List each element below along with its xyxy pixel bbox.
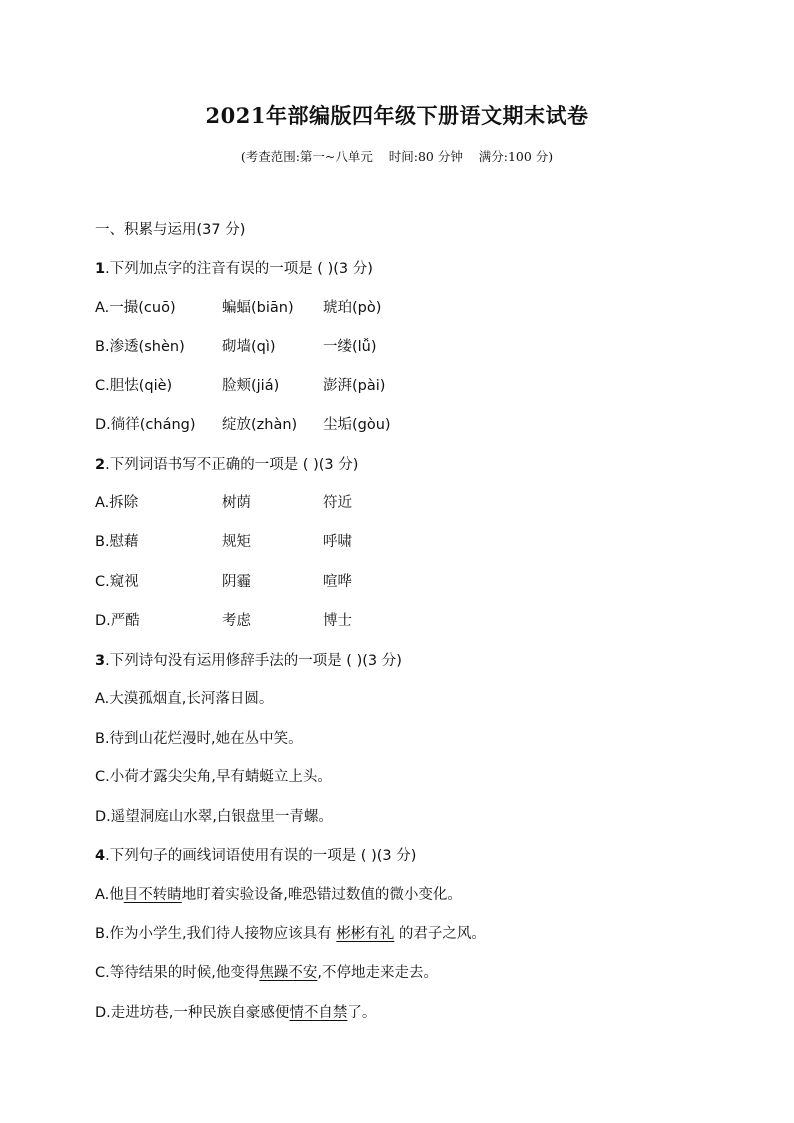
question-1-stem [95, 259, 373, 279]
option-word: 博士 [323, 613, 352, 629]
question-number: 3 [95, 653, 106, 669]
option-word: 规矩 [222, 534, 251, 550]
q3-option-b: B.待到山花烂漫时,她在丛中笑。 [95, 731, 303, 747]
option-word: C.胆怯(qiè) [95, 378, 173, 394]
option-word: 考虑 [222, 613, 251, 629]
q3-option-d: D.遥望洞庭山水翠,白银盘里一青螺。 [95, 809, 333, 825]
option-text: 的君子之风。 [394, 926, 486, 942]
question-text: .下列句子的画线词语使用有误的一项是 ( )(3 分) [105, 848, 417, 864]
q4-option-d [95, 1003, 376, 1023]
q4-option-a [95, 885, 462, 905]
question-number: 2 [95, 457, 106, 473]
underlined-word: 焦躁不安 [259, 965, 318, 981]
section-heading: 一、积累与运用(37 分) [95, 222, 246, 238]
option-word: D.徜徉(cháng) [95, 417, 196, 433]
option-word: B.慰藉 [95, 534, 139, 550]
option-word: 蝙蝠(biān) [222, 300, 294, 316]
underlined-word: 情不自禁 [289, 1005, 348, 1021]
question-2-stem [95, 455, 358, 475]
question-text: .下列加点字的注音有误的一项是 ( )(3 分) [105, 261, 373, 277]
option-word: B.渗透(shèn) [95, 339, 185, 355]
option-word: 脸颊(jiá) [222, 378, 280, 394]
option-text: 了。 [347, 1005, 377, 1021]
option-text: D.走进坊巷,一种民族自豪感便 [95, 1005, 290, 1021]
option-word: 琥珀(pò) [323, 300, 382, 316]
option-word: 符近 [323, 495, 352, 511]
question-text: .下列诗句没有运用修辞手法的一项是 ( )(3 分) [105, 653, 402, 669]
underlined-word: 目不转睛 [123, 887, 182, 903]
question-number: 4 [95, 848, 106, 864]
option-word: D.严酷 [95, 613, 140, 629]
page-title: 2021年部编版四年级下册语文期末试卷 [205, 103, 589, 128]
question-text: .下列词语书写不正确的一项是 ( )(3 分) [105, 457, 359, 473]
option-word: 喧哗 [323, 574, 352, 590]
q3-option-a: A.大漠孤烟直,长河落日圆。 [95, 691, 274, 707]
underlined-word: 彬彬有礼 [336, 926, 395, 942]
question-number: 1 [95, 261, 106, 277]
option-word: 砌墙(qì) [222, 339, 276, 355]
option-word: A.拆除 [95, 495, 139, 511]
option-text: A.他 [95, 887, 124, 903]
option-text: 地盯着实验设备,唯恐错过数值的微小变化。 [181, 887, 462, 903]
option-word: 呼啸 [323, 534, 352, 550]
option-text: C.等待结果的时候,他变得 [95, 965, 260, 981]
option-word: 树荫 [222, 495, 251, 511]
option-text: B.作为小学生,我们待人接物应该具有 [95, 926, 337, 942]
question-3-stem [95, 651, 402, 671]
option-word: C.窥视 [95, 574, 139, 590]
option-word: A.一撮(cuō) [95, 300, 176, 316]
option-text: ,不停地走来走去。 [317, 965, 438, 981]
option-word: 一缕(lǚ) [323, 339, 377, 355]
option-word: 绽放(zhàn) [222, 417, 298, 433]
q3-option-c: C.小荷才露尖尖角,早有蜻蜓立上头。 [95, 769, 332, 785]
q4-option-b [95, 924, 486, 944]
option-word: 尘垢(gòu) [323, 417, 391, 433]
option-word: 阴霾 [222, 574, 251, 590]
question-4-stem [95, 846, 416, 866]
exam-info: (考查范围:第一~八单元 时间:80 分钟 满分:100 分) [240, 149, 554, 164]
q4-option-c [95, 963, 438, 983]
option-word: 澎湃(pài) [323, 378, 386, 394]
